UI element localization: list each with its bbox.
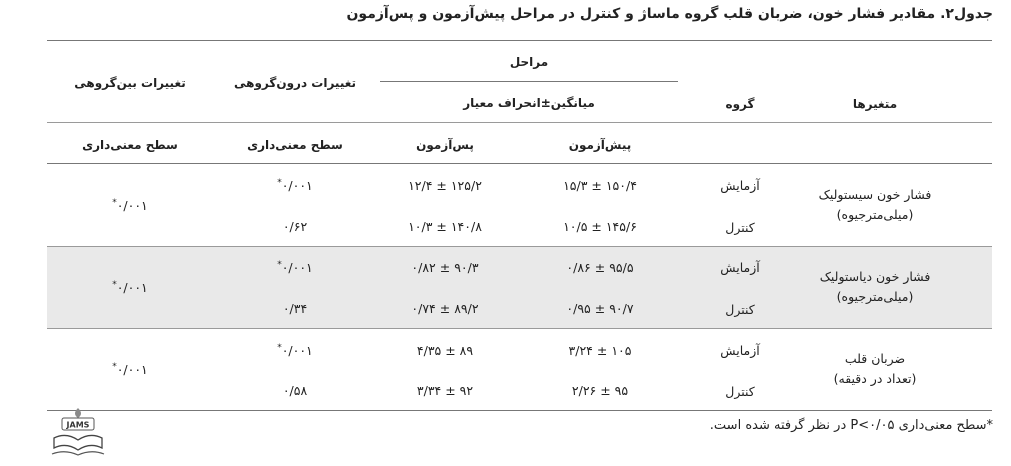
between-sig-value — [55, 362, 205, 377]
header-sig-between: سطح معنی‌داری — [82, 138, 178, 152]
variable-diastolic — [800, 267, 950, 307]
variable-name: ضربان قلب — [844, 351, 906, 366]
asterisk: * — [277, 178, 282, 188]
sig-number: ۰/۰۰۱ — [116, 362, 148, 378]
group-cell: آزمایش — [720, 343, 760, 358]
table-bottom-rule — [47, 410, 992, 411]
variable-unit: (تعداد در دقیقه) — [833, 371, 917, 386]
within-sig-value — [220, 260, 370, 275]
between-sig-value — [55, 280, 205, 295]
logo-text: JAMS — [66, 420, 90, 430]
header-stages: مراحل — [509, 55, 549, 69]
posttest-value: ۱۲۵/۲ ± ۱۲/۴ — [408, 178, 482, 193]
sig-number: ۰/۰۰۱ — [281, 260, 313, 276]
sig-number: ۰/۰۰۱ — [116, 198, 148, 214]
header-within: تغییرات درون‌گروهی — [233, 76, 357, 90]
group-cell: کنترل — [725, 384, 755, 399]
group-cell: کنترل — [725, 302, 755, 317]
asterisk: * — [112, 198, 117, 208]
header-posttest: پس‌آزمون — [416, 138, 474, 152]
pretest-value: ۹۰/۷ ± ۰/۹۵ — [566, 301, 634, 316]
stages-underline — [380, 81, 678, 82]
between-sig-value — [55, 198, 205, 213]
table-caption: جدول۲. مقادیر فشار خون، ضربان قلب گروه ماساژ و کنترل در مراحل پیش‌آزمون و پس‌آزمون — [346, 6, 993, 22]
pretest-value: ۹۵/۵ ± ۰/۸۶ — [566, 260, 634, 275]
within-sig-value: ۰/۳۴ — [282, 301, 308, 316]
within-sig-value — [220, 343, 370, 358]
sig-number: ۰/۰۰۱ — [281, 343, 313, 359]
header-mean-sd: میانگین±انحراف معیار — [463, 96, 595, 110]
header-divider — [47, 122, 992, 123]
variable-name: فشار خون سیستولیک — [818, 187, 932, 202]
logo-flame-icon — [75, 408, 81, 418]
asterisk: * — [112, 280, 117, 290]
variable-name: فشار خون دیاستولیک — [819, 269, 931, 284]
pretest-value: ۱۴۵/۶ ± ۱۰/۵ — [563, 219, 637, 234]
header-between: تغییرات بین‌گروهی — [74, 76, 186, 90]
posttest-value: ۸۹/۲ ± ۰/۷۴ — [411, 301, 479, 316]
table-footnote: *سطح معنی‌داری P<۰/۰۵ در نظر گرفته شده است. — [709, 418, 993, 433]
posttest-value: ۱۴۰/۸ ± ۱۰/۳ — [408, 219, 482, 234]
within-sig-value: ۰/۶۲ — [282, 219, 308, 234]
variable-unit: (میلی‌مترجیوه) — [836, 207, 914, 222]
group-cell: آزمایش — [720, 178, 760, 193]
posttest-value: ۹۰/۳ ± ۰/۸۲ — [411, 260, 479, 275]
variable-heart-rate — [800, 349, 950, 389]
pretest-value: ۹۵ ± ۲/۲۶ — [571, 383, 629, 398]
logo-wave-icon — [52, 452, 104, 455]
header-bottom-rule — [47, 163, 992, 164]
group-cell: کنترل — [725, 220, 755, 235]
row-divider — [47, 246, 992, 247]
group-cell: آزمایش — [720, 260, 760, 275]
logo-book-icon — [54, 435, 102, 450]
pretest-value: ۱۵۰/۴ ± ۱۵/۳ — [563, 178, 637, 193]
asterisk: * — [277, 260, 282, 270]
posttest-value: ۸۹ ± ۴/۳۵ — [416, 343, 474, 358]
row-divider — [47, 328, 992, 329]
within-sig-value: ۰/۵۸ — [282, 383, 308, 398]
asterisk: * — [277, 343, 282, 353]
variable-systolic — [800, 185, 950, 225]
posttest-value: ۹۲ ± ۳/۳۴ — [416, 383, 474, 398]
header-group: گروه — [725, 97, 755, 111]
variable-unit: (میلی‌مترجیوه) — [836, 289, 914, 304]
header-pretest: پیش‌آزمون — [568, 138, 632, 152]
pretest-value: ۱۰۵ ± ۳/۲۴ — [568, 343, 632, 358]
header-variables: متغیرها — [852, 97, 898, 111]
within-sig-value — [220, 178, 370, 193]
header-sig-within: سطح معنی‌داری — [247, 138, 343, 152]
asterisk: * — [112, 362, 117, 372]
sig-number: ۰/۰۰۱ — [281, 178, 313, 194]
table-top-rule — [47, 40, 992, 41]
sig-number: ۰/۰۰۱ — [116, 280, 148, 296]
